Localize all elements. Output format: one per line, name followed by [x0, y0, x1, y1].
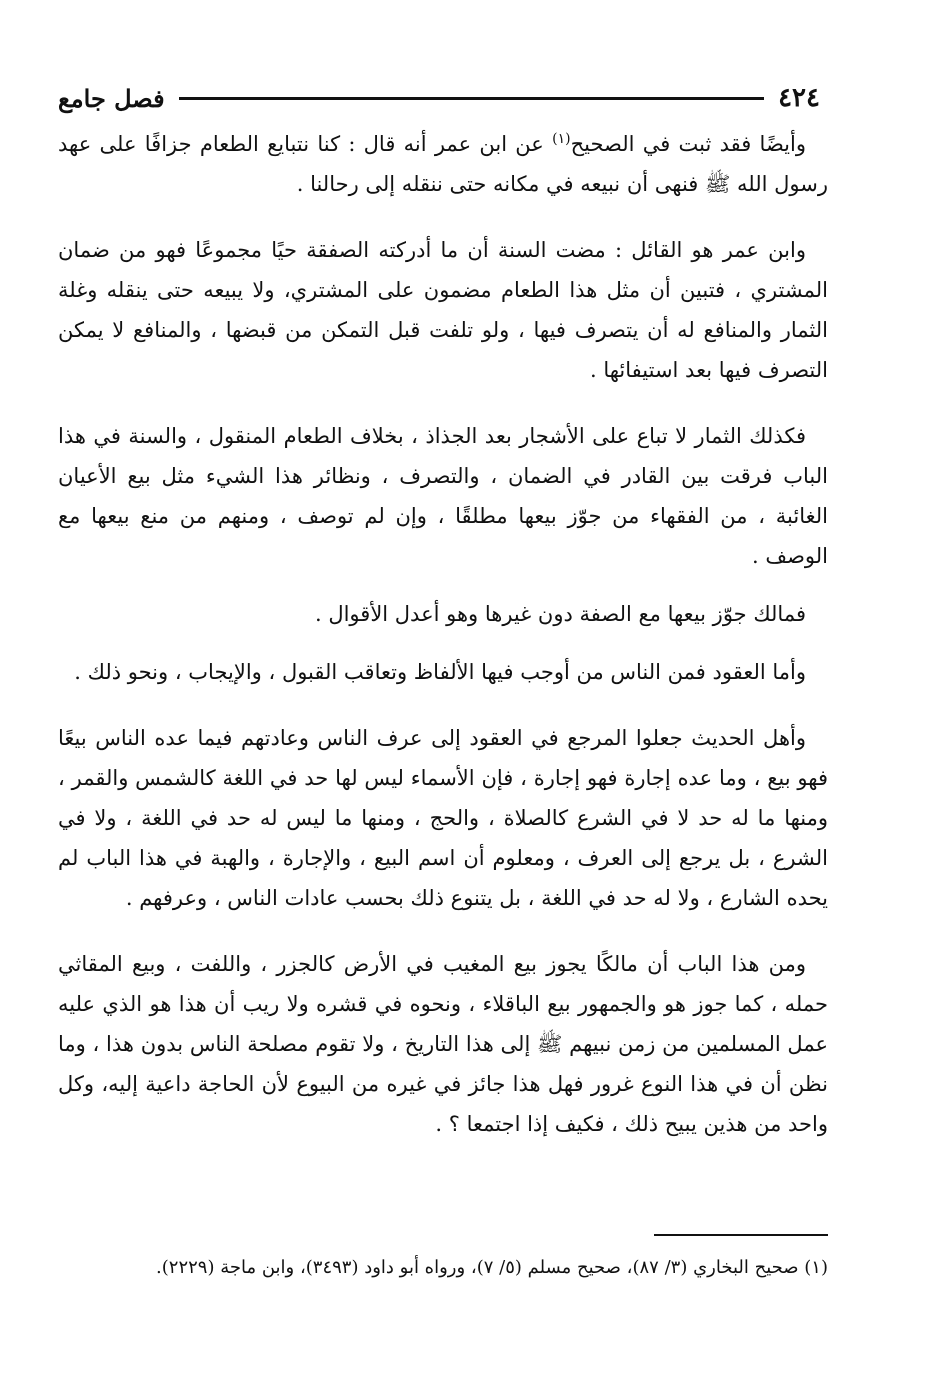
paragraph-1 — [58, 124, 828, 204]
running-header — [58, 80, 820, 116]
paragraph-3: فكذلك الثمار لا تباع على الأشجار بعد الجذاذ ، بخلاف الطعام المنقول ، والسنة في هذا الباب فرقت بين القادر في الضمان ، والتصرف ، ونظائر هذا الشيء مثل بيع الأعيان الغائبة ، من الفقهاء من جوّز بيعها مطلقًا ، وإن لم توصف ، ومنهم من منع بيعها مع الوصف . — [58, 424, 828, 568]
footnote-reference: (١) — [552, 131, 571, 147]
paragraph-7: ومن هذا الباب أن مالكًا يجوز بيع المغيب في الأرض كالجزر ، واللفت ، وبيع المقاثي حمله ، كما جوز هو والجمهور بيع الباقلاء ، ونحوه في قشره ولا ريب أن هذا هو الذي عليه عمل المسلمين من زمن نبيهم ﷺ إلى هذا التاريخ ، ولا تقوم مصلحة الناس بدون هذا ، وما نظن أن في هذا النوع غرور فهل هذا جائز في غيره من البيوع لأن الحاجة داعية إليه، وكل واحد من هذين يبيح ذلك ، فكيف إذا اجتمعا ؟ . — [58, 952, 828, 1136]
section-title: فصل جامع — [58, 83, 165, 113]
paragraph-2: وابن عمر هو القائل : مضت السنة أن ما أدركته الصفقة حيًا مجموعًا فهو من ضمان المشتري ، فتبين أن مثل هذا الطعام مضمون على المشتري، ولا يبيعه حتى ينقله وغلة الثمار والمنافع له أن يتصرف فيها ، ولو تلفت قبل التمكن من قبضها ، والمنافع لا يمكن التصرف فيها بعد استيفائها . — [58, 238, 828, 382]
footnote: (١) صحيح البخاري (٣/ ٨٧)، صحيح مسلم (٥/ ٧)، ورواه أبو داود (٣٤٩٣)، وابن ماجة (٢٢٢٩). — [156, 1257, 828, 1278]
paragraph-6: وأهل الحديث جعلوا المرجع في العقود إلى عرف الناس وعادتهم فيما عده الناس بيعًا فهو بيع ، وما عده إجارة فهو إجارة ، فإن الأسماء ليس لها حد في اللغة كالشمس والقمر ، ومنها ما له حد لا في الشرع كالصلاة ، والحج ، ومنها ما ليس له حد في اللغة ، ولا في الشرع ، بل يرجع إلى العرف ، ومعلوم أن اسم البيع ، والإجارة ، والهبة في هذا الباب لم يحده الشارع ، ولا له حد في اللغة ، بل يتنوع ذلك بحسب عادات الناس ، وعرفهم . — [58, 726, 828, 910]
paragraph-text: عن ابن عمر أنه قال : كنا نتبايع الطعام جزافًا على عهد رسول الله ﷺ فنهى أن نبيعه في مكانه حتى ننقله إلى رحالنا . — [58, 132, 828, 196]
paragraph-4: فمالك جوّز بيعها مع الصفة دون غيرها وهو أعدل الأقوال . — [314, 602, 806, 626]
footnote-separator — [654, 1234, 828, 1236]
header-rule — [179, 97, 765, 100]
body-text — [58, 124, 828, 1170]
page-number: ٤٢٤ — [778, 83, 820, 113]
paragraph-text: وأيضًا فقد ثبت في الصحيح — [570, 132, 806, 156]
paragraph-5: وأما العقود فمن الناس من أوجب فيها الألفاظ وتعاقب القبول ، والإيجاب ، ونحو ذلك . — [74, 660, 806, 684]
